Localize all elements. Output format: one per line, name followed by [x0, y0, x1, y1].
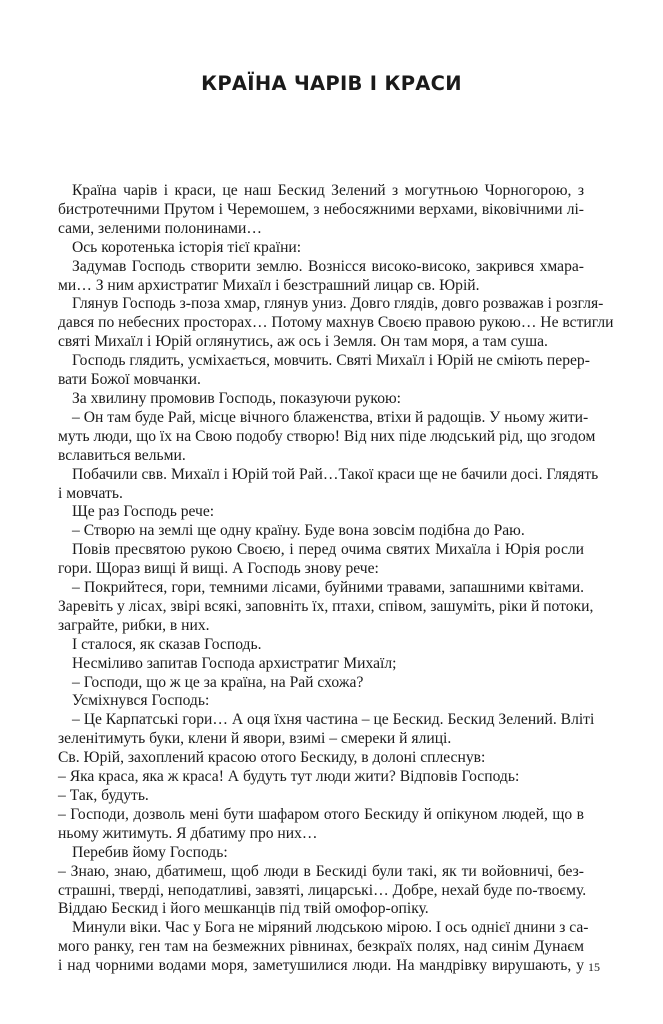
text-line: Задумав Господь створити землю. Вознісся високо-високо, закрився хмара- [72, 257, 584, 275]
text-line: Країна чарів і краси, це наш Бескид Зелений з могутньою Чорногорою, з [72, 182, 584, 199]
text-line: Перебив йому Господь: [72, 843, 228, 861]
text-line: і над чорними водами моря, заметушилися люди. На мандрівку вирушають, у [58, 957, 584, 975]
text-line: Повів пресвятою рукою Своєю, і перед очима святих Михаїла і Юрія росли [72, 541, 584, 559]
text-line: вславиться вельми. [58, 446, 186, 464]
text-line: Ось коротенька історія тієї країни: [72, 238, 302, 256]
text-line: гори. Щораз вищі й вищі. А Господь знову рече: [58, 560, 379, 578]
text-line: Ще раз Господь рече: [72, 503, 215, 521]
text-line: – Господи, дозволь мені бути шафаром отого Бескиду й опікуном людей, що в [58, 805, 584, 823]
text-line: Віддаю Бескид і його мешканців під твій омофор-опіку. [58, 900, 429, 918]
text-line: страшні, тверді, неподатливі, завзяті, лицарські… Добре, нехай буде по-твоєму. [58, 881, 587, 899]
text-line: Заревіть у лісах, звірі всякі, заповніть їх, птахи, співом, зашуміть, ріки й потоки, [58, 597, 594, 615]
text-line: Господь глядить, усміхається, мовчить. Святі Михаїл і Юрій не сміють перер- [72, 352, 590, 370]
text-line: І сталося, як сказав Господь. [72, 635, 262, 653]
text-line: заграйте, рибки, в них. [58, 616, 210, 634]
text-line: – Покрийтеся, гори, темними лісами, буйними травами, запашними квітами. [72, 579, 584, 597]
text-line: Глянув Господь з-поза хмар, глянув униз. Довго глядів, довго розважав і розгля- [72, 295, 604, 313]
text-line: і мовчать. [58, 484, 123, 502]
text-line: дався по небесних просторах… Потому махнув Своєю правою рукою… Не встигли [58, 314, 614, 332]
text-line: мого ранку, ген там на безмежних рівнинах, безкраїх полях, над синім Дунаєм [58, 938, 584, 956]
text-line: – Господи, що ж це за країна, на Рай схожа? [72, 673, 364, 691]
text-line: Побачили свв. Михаїл і Юрій той Рай…Такої краси ще не бачили досі. Глядять [72, 465, 599, 483]
text-line: вати Божої мовчанки. [58, 371, 201, 389]
text-line: – Створю на землі ще одну країну. Буде вона зовсім подібна до Раю. [72, 522, 525, 540]
text-line: святі Михаїл і Юрій оглянутись, аж ось і Земля. Он там моря, а там суша. [58, 333, 548, 351]
text-line: ми… З ним архистратиг Михаїл і безстрашний лицар св. Юрій. [58, 276, 480, 294]
text-line: – Так, будуть. [58, 787, 149, 804]
text-line: Св. Юрій, захоплений красою отого Бескиду, в долоні сплеснув: [58, 749, 486, 767]
page-number: 15 [588, 960, 600, 974]
text-line: бистротечними Прутом і Черемошем, з небосяжними верхами, віковічними лі- [58, 200, 584, 218]
text-line: сами, зеленими полонинами… [58, 219, 262, 237]
text-line: – Знаю, знаю, дбатимеш, щоб люди в Бескиді були такі, як ти войовничі, без- [58, 862, 584, 880]
text-line: зеленітимуть буки, клени й явори, взимі – смереки й ялиці. [58, 730, 452, 748]
page-title: КРАЇНА ЧАРІВ І КРАСИ [201, 72, 462, 95]
text-line: Усміхнувся Господь: [72, 692, 210, 710]
text-line: – Он там буде Рай, місце вічного блаженства, втіхи й радощів. У ньому жити- [72, 408, 589, 426]
text-line: За хвилину промовив Господь, показуючи рукою: [72, 389, 401, 407]
text-line: – Яка краса, яка ж краса! А будуть тут люди жити? Відповів Господь: [58, 768, 520, 786]
text-line: ньому житимуть. Я дбатиму про них… [58, 824, 318, 842]
text-line: – Це Карпатські гори… А оця їхня частина – це Бескид. Бескид Зелений. Вліті [72, 711, 595, 729]
text-line: муть люди, що їх на Свою подобу створю! Від них піде людський рід, що згодом [58, 427, 596, 445]
text-line: Минули віки. Час у Бога не міряний людською мірою. І ось однієї днини з са- [72, 919, 589, 937]
text-line: Несміливо запитав Господа архистратиг Михаїл; [72, 654, 397, 672]
